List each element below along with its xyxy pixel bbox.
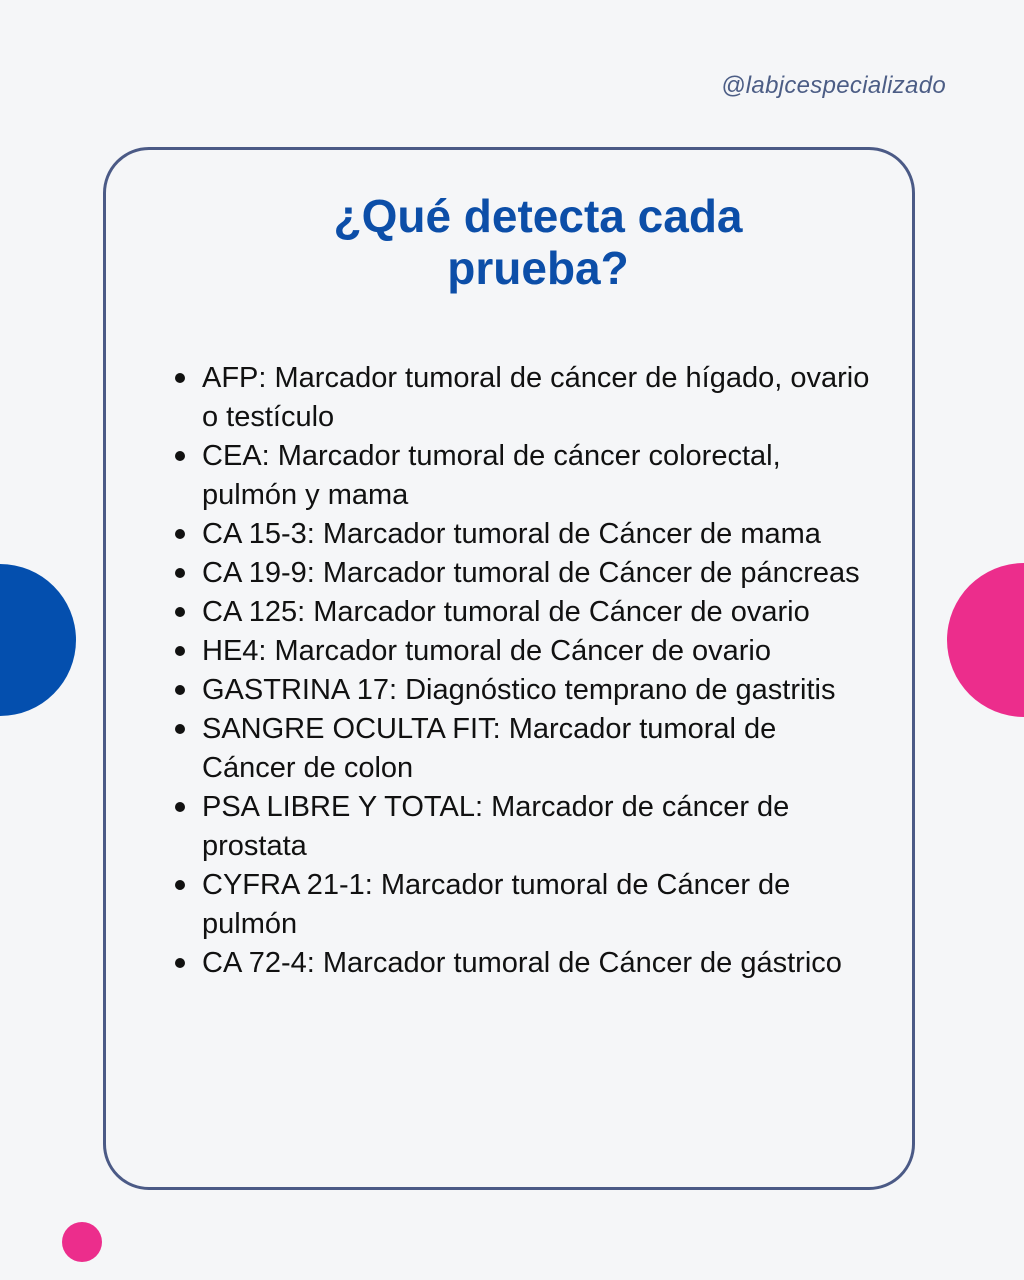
list-item-text: HE4: Marcador tumoral de Cáncer de ovario <box>202 635 771 667</box>
list-item <box>172 788 872 866</box>
page-title <box>0 190 1024 294</box>
list-item-text: CA 19-9: Marcador tumoral de Cáncer de páncreas <box>202 557 860 589</box>
list-item-text: GASTRINA 17: Diagnóstico temprano de gastritis <box>202 674 836 706</box>
list-item <box>172 632 872 671</box>
list-item <box>172 437 872 515</box>
list-item-text: CA 125: Marcador tumoral de Cáncer de ovario <box>202 596 810 628</box>
marker-list <box>172 359 872 983</box>
title-line-2: prueba? <box>447 242 629 294</box>
bullet-icon <box>175 451 185 461</box>
bullet-icon <box>175 685 185 695</box>
list-item-text: CYFRA 21-1: Marcador tumoral de Cáncer de pulmón <box>202 869 791 940</box>
list-item-text: CEA: Marcador tumoral de cáncer colorectal, pulmón y mama <box>202 440 781 511</box>
list-item <box>172 515 872 554</box>
list-item <box>172 710 872 788</box>
bullet-icon <box>175 880 185 890</box>
list-item <box>172 866 872 944</box>
bullet-icon <box>175 568 185 578</box>
pink-circle-decoration <box>947 563 1024 717</box>
title-line-1: ¿Qué detecta cada <box>333 190 743 242</box>
list-item-text: CA 15-3: Marcador tumoral de Cáncer de mama <box>202 518 821 550</box>
blue-circle-decoration <box>0 564 76 716</box>
bullet-icon <box>175 802 185 812</box>
list-item <box>172 671 872 710</box>
bullet-icon <box>175 373 185 383</box>
list-item <box>172 554 872 593</box>
list-item-text: SANGRE OCULTA FIT: Marcador tumoral de Cáncer de colon <box>202 713 777 784</box>
list-item <box>172 593 872 632</box>
list-item <box>172 944 872 983</box>
list-item <box>172 359 872 437</box>
social-handle: @labjcespecializado <box>721 72 946 99</box>
bullet-icon <box>175 529 185 539</box>
list-item-text: PSA LIBRE Y TOTAL: Marcador de cáncer de prostata <box>202 791 790 862</box>
bullet-icon <box>175 607 185 617</box>
list-item-text: AFP: Marcador tumoral de cáncer de hígado, ovario o testículo <box>202 362 870 433</box>
bullet-icon <box>175 724 185 734</box>
pink-dot-decoration <box>62 1222 102 1262</box>
bullet-icon <box>175 646 185 656</box>
bullet-icon <box>175 958 185 968</box>
list-item-text: CA 72-4: Marcador tumoral de Cáncer de gástrico <box>202 947 842 979</box>
